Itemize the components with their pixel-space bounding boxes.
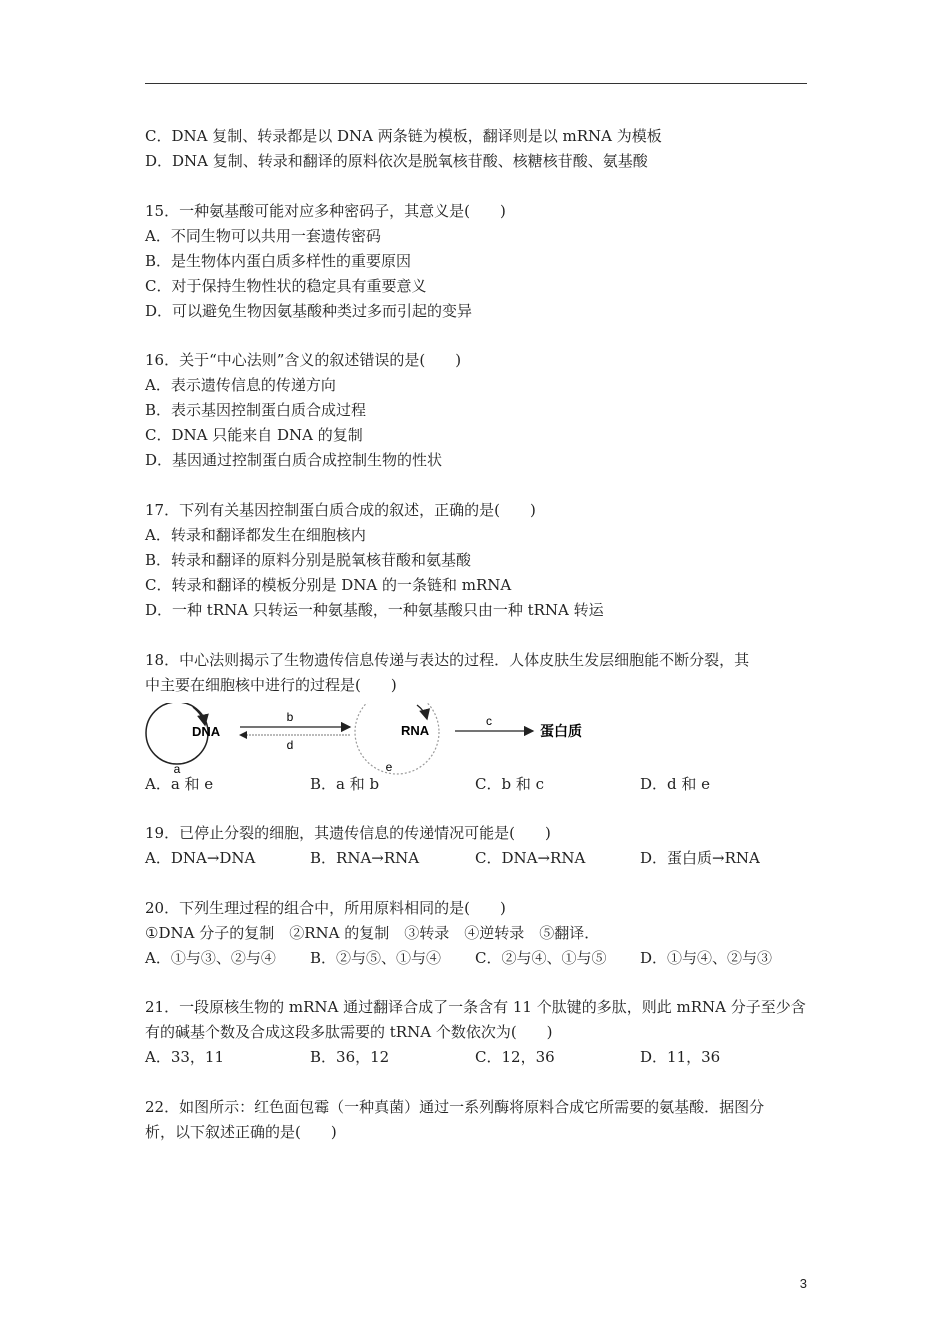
q17-option-a: A．转录和翻译都发生在细胞核内 xyxy=(145,526,366,544)
label-a: a xyxy=(173,762,181,775)
q15-option-b: B．是生物体内蛋白质多样性的重要原因 xyxy=(145,252,412,270)
label-e: e xyxy=(385,760,393,774)
header-rule xyxy=(145,83,807,84)
rna-node: RNA xyxy=(401,723,430,738)
q17-option-c: C．转录和翻译的模板分别是 DNA 的一条链和 mRNA xyxy=(145,576,512,594)
q18-option-a: A．a 和 e xyxy=(145,775,214,793)
q21-option-c: C．12，36 xyxy=(475,1048,555,1066)
q18-option-b: B．a 和 b xyxy=(310,775,380,793)
label-b: b xyxy=(286,710,294,724)
q18-stem-line1: 18．中心法则揭示了生物遗传信息传递与表达的过程．人体皮肤生发层细胞能不断分裂，其 xyxy=(145,651,750,669)
q22-stem-line2: 析，以下叙述正确的是( ) xyxy=(145,1123,337,1141)
q16-option-c: C．DNA 只能来自 DNA 的复制 xyxy=(145,426,363,444)
q22-stem-line1: 22．如图所示：红色面包霉（一种真菌）通过一系列酶将原料合成它所需要的氨基酸．据图分 xyxy=(145,1098,765,1116)
q17-stem: 17．下列有关基因控制蛋白质合成的叙述，正确的是( ) xyxy=(145,501,536,519)
q16-option-b: B．表示基因控制蛋白质合成过程 xyxy=(145,401,367,419)
page-number: 3 xyxy=(799,1276,807,1291)
q19-option-d: D．蛋白质→RNA xyxy=(640,849,760,867)
q20-items: ①DNA 分子的复制 ②RNA 的复制 ③转录 ④逆转录 ⑤翻译． xyxy=(145,924,600,942)
q21-option-b: B．36，12 xyxy=(310,1048,390,1066)
q20-option-d: D．①与④、②与③ xyxy=(640,949,773,967)
q19-option-b: B．RNA→RNA xyxy=(310,849,420,867)
q15-option-c: C．对于保持生物性状的稳定具有重要意义 xyxy=(145,277,427,295)
q16-option-d: D．基因通过控制蛋白质合成控制生物的性状 xyxy=(145,451,443,469)
q18-option-c: C．b 和 c xyxy=(475,775,545,793)
q20-option-b: B．②与⑤、①与④ xyxy=(310,949,442,967)
central-dogma-diagram xyxy=(145,703,605,775)
q16-option-a: A．表示遗传信息的传递方向 xyxy=(145,376,336,394)
q20-option-a: A．①与③、②与④ xyxy=(145,949,276,967)
q18-stem-line2: 中主要在细胞核中进行的过程是( ) xyxy=(145,676,397,694)
q20-option-c: C．②与④、①与⑤ xyxy=(475,949,607,967)
q19-option-c: C．DNA→RNA xyxy=(475,849,586,867)
q17-option-b: B．转录和翻译的原料分别是脱氧核苷酸和氨基酸 xyxy=(145,551,472,569)
q15-option-d: D．可以避免生物因氨基酸种类过多而引起的变异 xyxy=(145,302,473,320)
q21-option-a: A．33，11 xyxy=(145,1048,225,1066)
rna-replication-arrowhead xyxy=(417,705,427,719)
q21-stem-line2: 有的碱基个数及合成这段多肽需要的 tRNA 个数依次为( ) xyxy=(145,1023,553,1041)
q14-option-d: D．DNA 复制、转录和翻译的原料依次是脱氧核苷酸、核糖核苷酸、氨基酸 xyxy=(145,152,648,170)
label-c: c xyxy=(486,714,492,728)
q16-stem: 16．关于“中心法则”含义的叙述错误的是( ) xyxy=(145,351,462,369)
q21-stem-line1: 21．一段原核生物的 mRNA 通过翻译合成了一条含有 11 个肽键的多肽，则此 mRNA 分子至少含 xyxy=(145,998,806,1016)
q18-option-d: D．d 和 e xyxy=(640,775,711,793)
dna-node: DNA xyxy=(192,724,221,739)
q21-option-d: D．11，36 xyxy=(640,1048,721,1066)
q15-stem: 15．一种氨基酸可能对应多种密码子，其意义是( ) xyxy=(145,202,506,220)
q17-option-d: D．一种 tRNA 只转运一种氨基酸，一种氨基酸只由一种 tRNA 转运 xyxy=(145,601,604,619)
q15-option-a: A．不同生物可以共用一套遗传密码 xyxy=(145,227,381,245)
q19-option-a: A．DNA→DNA xyxy=(145,849,256,867)
rna-replication-loop xyxy=(355,703,439,774)
q14-option-c: C．DNA 复制、转录都是以 DNA 两条链为模板，翻译则是以 mRNA 为模板 xyxy=(145,127,662,145)
label-d: d xyxy=(286,738,294,752)
q19-stem: 19．已停止分裂的细胞，其遗传信息的传递情况可能是( ) xyxy=(145,824,551,842)
protein-node: 蛋白质 xyxy=(540,723,582,739)
q20-stem: 20．下列生理过程的组合中，所用原料相同的是( ) xyxy=(145,899,506,917)
